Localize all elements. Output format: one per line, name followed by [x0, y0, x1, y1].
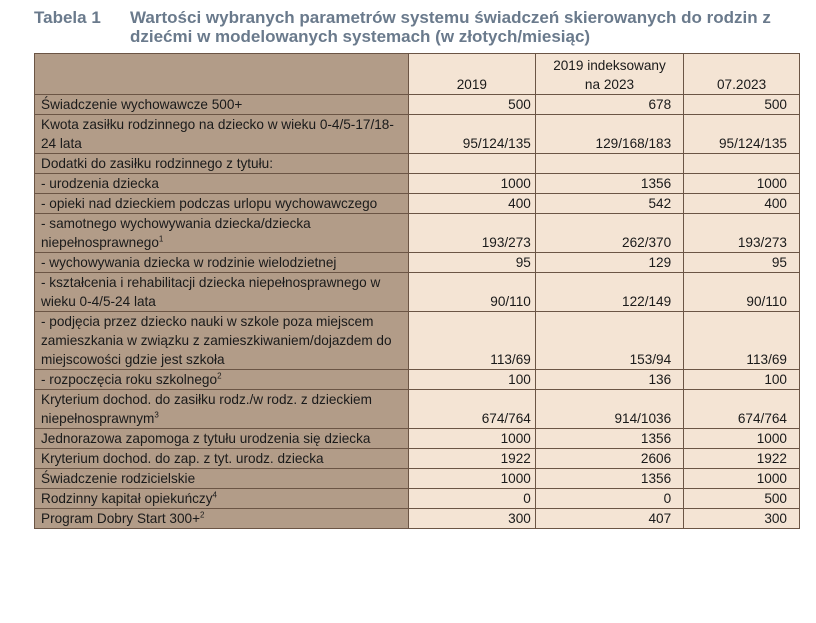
row-value-3 — [684, 312, 800, 370]
row-value-1 — [408, 469, 535, 489]
row-value-2 — [535, 370, 683, 390]
row-value-2 — [535, 154, 683, 174]
row-value-3 — [684, 469, 800, 489]
row-label-cell — [35, 154, 409, 174]
table-row — [35, 154, 800, 174]
row-value-1 — [408, 449, 535, 469]
value-text: 1356 — [640, 471, 672, 486]
table-row — [35, 449, 800, 469]
value-text: 300 — [764, 511, 787, 526]
row-label: - podjęcia przez dziecko nauki w szkole poza miejscem zamieszkania w związku z zamieszkiwaniem/dojazdem do miejscowości gdzie jest szkoła — [41, 314, 392, 367]
row-label: - wychowywania dziecka w rodzinie wielodzietnej — [41, 255, 337, 270]
row-label-cell — [35, 95, 409, 115]
value-text: 500 — [508, 97, 531, 112]
row-value-1 — [408, 214, 535, 253]
row-label-cell — [35, 370, 409, 390]
value-text: 113/69 — [490, 352, 531, 367]
row-label: - opieki nad dzieckiem podczas urlopu wychowawczego — [41, 196, 378, 211]
row-value-2 — [535, 489, 683, 509]
row-value-2 — [535, 429, 683, 449]
row-value-3 — [684, 174, 800, 194]
row-label: - kształcenia i rehabilitacji dziecka niepełnosprawnego w wieku 0-4/5-24 lata — [41, 275, 381, 309]
row-label-cell — [35, 390, 409, 429]
value-text: 129/168/183 — [595, 136, 672, 151]
value-text: 1922 — [756, 451, 787, 466]
row-label: Dodatki do zasiłku rodzinnego z tytułu: — [41, 156, 273, 171]
value-text: 1000 — [500, 431, 531, 446]
row-label-cell — [35, 174, 409, 194]
header-col-2019-indexed-bottom: na 2023 — [584, 77, 635, 92]
table-row — [35, 273, 800, 312]
value-text: 1922 — [500, 451, 531, 466]
row-value-3 — [684, 253, 800, 273]
row-value-3 — [684, 273, 800, 312]
value-text: 674/764 — [737, 411, 787, 426]
row-label: Świadczenie rodzicielskie — [41, 471, 196, 486]
value-text: 1000 — [756, 471, 787, 486]
value-text: 1000 — [756, 176, 787, 191]
row-label-cell — [35, 429, 409, 449]
value-text: 153/94 — [629, 352, 672, 367]
row-label: Rodzinny kapitał opiekuńczy — [41, 491, 213, 506]
row-label: Kwota zasiłku rodzinnego na dziecko w wieku 0-4/5-17/18-24 lata — [41, 117, 394, 151]
row-value-2 — [535, 469, 683, 489]
row-label-cell — [35, 194, 409, 214]
value-text: 122/149 — [622, 294, 672, 309]
table-row — [35, 95, 800, 115]
value-text: 100 — [764, 372, 787, 387]
row-value-2 — [535, 174, 683, 194]
row-label: - samotnego wychowywania dziecka/dziecka niepełnosprawnego — [41, 216, 311, 250]
table-row — [35, 469, 800, 489]
row-value-2 — [535, 273, 683, 312]
row-value-2 — [535, 214, 683, 253]
value-text: 500 — [764, 491, 787, 506]
table-row — [35, 214, 800, 253]
row-value-2 — [535, 115, 683, 154]
row-label-cell — [35, 509, 409, 529]
table-row — [35, 390, 800, 429]
row-value-1 — [408, 509, 535, 529]
value-text: 300 — [508, 511, 531, 526]
footnote-marker: 4 — [212, 490, 217, 500]
value-text: 95 — [515, 255, 531, 270]
row-value-1 — [408, 115, 535, 154]
value-text: 95/124/135 — [718, 136, 787, 151]
row-value-3 — [684, 370, 800, 390]
benefits-table — [34, 53, 800, 529]
table-row — [35, 429, 800, 449]
value-text: 407 — [648, 511, 672, 526]
row-value-1 — [408, 312, 535, 370]
row-label-cell — [35, 214, 409, 253]
table-header-row — [35, 54, 800, 95]
table-row — [35, 115, 800, 154]
row-value-1 — [408, 154, 535, 174]
value-text: 1000 — [500, 176, 531, 191]
row-value-2 — [535, 390, 683, 429]
footnote-marker: 1 — [158, 234, 164, 244]
table-row — [35, 194, 800, 214]
value-text: 100 — [508, 372, 531, 387]
footnote-marker: 2 — [200, 510, 205, 520]
row-value-3 — [684, 95, 800, 115]
row-label-cell — [35, 253, 409, 273]
value-text: 678 — [648, 97, 672, 112]
value-text: 674/764 — [481, 411, 531, 426]
value-text: 0 — [663, 491, 672, 506]
row-label-cell — [35, 489, 409, 509]
value-text: 0 — [523, 491, 531, 506]
row-value-2 — [535, 509, 683, 529]
row-value-1 — [408, 95, 535, 115]
value-text: 400 — [508, 196, 531, 211]
row-value-3 — [684, 429, 800, 449]
row-label-cell — [35, 469, 409, 489]
value-text: 193/273 — [737, 235, 787, 250]
value-text: 914/1036 — [614, 411, 672, 426]
value-text: 262/370 — [622, 235, 672, 250]
row-value-1 — [408, 174, 535, 194]
value-text: 500 — [764, 97, 787, 112]
row-value-1 — [408, 194, 535, 214]
row-value-1 — [408, 390, 535, 429]
table-row — [35, 489, 800, 509]
footnote-marker: 2 — [217, 371, 222, 381]
value-text: 2606 — [640, 451, 672, 466]
row-value-3 — [684, 115, 800, 154]
row-label-cell — [35, 449, 409, 469]
table-row — [35, 312, 800, 370]
row-value-1 — [408, 253, 535, 273]
row-value-3 — [684, 509, 800, 529]
row-value-3 — [684, 489, 800, 509]
table-row — [35, 509, 800, 529]
row-value-2 — [535, 194, 683, 214]
value-text: 1356 — [640, 176, 672, 191]
row-label: - rozpoczęcia roku szkolnego — [41, 372, 218, 387]
header-label-cell — [35, 54, 409, 95]
header-col-07-2023: 07.2023 — [684, 54, 800, 95]
value-text: 1000 — [756, 431, 787, 446]
row-value-2 — [535, 95, 683, 115]
table-row — [35, 174, 800, 194]
row-value-2 — [535, 253, 683, 273]
header-col-2019-indexed-top: 2019 indeksowany — [553, 58, 666, 73]
value-text: 90/110 — [490, 294, 531, 309]
row-value-3 — [684, 194, 800, 214]
row-label: Kryterium dochod. do zap. z tyt. urodz. dziecka — [41, 451, 324, 466]
value-text: 129 — [648, 255, 672, 270]
value-text: 1000 — [500, 471, 531, 486]
value-text: 193/273 — [481, 235, 531, 250]
row-value-2 — [535, 312, 683, 370]
row-value-3 — [684, 449, 800, 469]
value-text: 400 — [764, 196, 787, 211]
row-value-1 — [408, 370, 535, 390]
header-col-2019: 2019 — [408, 54, 535, 95]
row-label: Jednorazowa zapomoga z tytułu urodzenia się dziecka — [41, 431, 371, 446]
footnote-marker: 3 — [154, 410, 159, 420]
row-label: Kryterium dochod. do zasiłku rodz./w rodz. z dzieckiem niepełnosprawnym — [41, 392, 372, 426]
row-label-cell — [35, 273, 409, 312]
table-title: Wartości wybranych parametrów systemu świadczeń skierowanych do rodzin z dziećmi w modelowanych systemach (w złotych/miesiąc) — [130, 8, 771, 46]
row-value-3 — [684, 390, 800, 429]
row-value-3 — [684, 214, 800, 253]
row-label: Program Dobry Start 300+ — [41, 511, 201, 526]
value-text: 95/124/135 — [462, 136, 531, 151]
value-text: 95 — [771, 255, 787, 270]
row-label: Świadczenie wychowawcze 500+ — [41, 97, 243, 112]
row-value-1 — [408, 489, 535, 509]
row-value-1 — [408, 429, 535, 449]
row-label-cell — [35, 115, 409, 154]
table-row — [35, 370, 800, 390]
value-text: 542 — [648, 196, 672, 211]
row-label: - urodzenia dziecka — [41, 176, 159, 191]
row-value-2 — [535, 449, 683, 469]
value-text: 1356 — [640, 431, 672, 446]
row-value-3 — [684, 154, 800, 174]
header-col-2019-indexed — [535, 54, 683, 95]
value-text: 90/110 — [746, 294, 787, 309]
table-number: Tabela 1 — [34, 8, 101, 27]
value-text: 136 — [648, 372, 672, 387]
row-value-1 — [408, 273, 535, 312]
value-text: 113/69 — [746, 352, 787, 367]
table-row — [35, 253, 800, 273]
row-label-cell — [35, 312, 409, 370]
